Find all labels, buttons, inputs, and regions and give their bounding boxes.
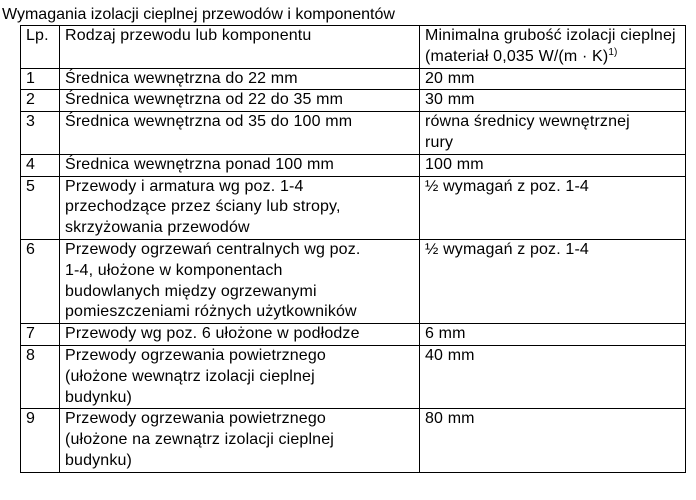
row-number-cell: 6	[21, 239, 60, 323]
min-thickness-cell: 30 mm	[420, 90, 686, 112]
min-thickness-cell: równa średnicy wewnętrznej rury	[420, 112, 686, 155]
row-number-cell: 5	[21, 176, 60, 239]
table-row	[21, 345, 686, 408]
table-row	[21, 154, 686, 176]
component-type-cell: Średnica wewnętrzna ponad 100 mm	[60, 154, 420, 176]
component-type-cell: Średnica wewnętrzna od 22 do 35 mm	[60, 90, 420, 112]
component-type-cell: Przewody ogrzewania powietrznego (ułożone na zewnątrz izolacji cieplnej budynku)	[60, 409, 420, 472]
table-caption: Wymagania izolacji cieplnej przewodów i komponentów	[2, 6, 395, 23]
header-type: Rodzaj przewodu lub komponentu	[60, 26, 420, 69]
component-type-cell: Przewody i armatura wg poz. 1-4 przechodzące przez ściany lub stropy, skrzyżowania przewodów	[60, 176, 420, 239]
component-type-cell: Przewody ogrzewania powietrznego (ułożone wewnątrz izolacji cieplnej budynku)	[60, 345, 420, 408]
row-number-cell: 2	[21, 90, 60, 112]
header-lp: Lp.	[21, 26, 60, 69]
table-row	[21, 112, 686, 155]
component-type-cell: Średnica wewnętrzna do 22 mm	[60, 68, 420, 90]
min-thickness-cell: ½ wymagań z poz. 1-4	[420, 239, 686, 323]
header-material-spec: (materiał 0,035 W/(m · K)	[425, 47, 609, 65]
row-number-cell: 9	[21, 409, 60, 472]
row-number-cell: 7	[21, 324, 60, 346]
table-row	[21, 409, 686, 472]
table-row	[21, 68, 686, 90]
footnote-marker: 1)	[608, 46, 618, 58]
min-thickness-cell: 80 mm	[420, 409, 686, 472]
min-thickness-cell: 40 mm	[420, 345, 686, 408]
row-number-cell: 3	[21, 112, 60, 155]
min-thickness-cell: 20 mm	[420, 68, 686, 90]
header-requirement	[420, 26, 686, 69]
row-number-cell: 4	[21, 154, 60, 176]
table-row	[21, 90, 686, 112]
header-requirement-line2	[425, 47, 681, 68]
min-thickness-cell: 6 mm	[420, 324, 686, 346]
row-number-cell: 1	[21, 68, 60, 90]
table-row	[21, 324, 686, 346]
table-row	[21, 176, 686, 239]
component-type-cell: Średnica wewnętrzna od 35 do 100 mm	[60, 112, 420, 155]
component-type-cell: Przewody ogrzewań centralnych wg poz. 1-4, ułożone w komponentach budowlanych między ogrzewanymi pomieszczeniami różnych użytkowników	[60, 239, 420, 323]
header-requirement-line1: Minimalna grubość izolacji cieplnej	[425, 27, 676, 44]
min-thickness-cell: ½ wymagań z poz. 1-4	[420, 176, 686, 239]
insulation-requirements-table	[20, 25, 686, 473]
table-row	[21, 239, 686, 323]
min-thickness-cell: 100 mm	[420, 154, 686, 176]
table-header-row	[21, 26, 686, 69]
component-type-cell: Przewody wg poz. 6 ułożone w podłodze	[60, 324, 420, 346]
row-number-cell: 8	[21, 345, 60, 408]
